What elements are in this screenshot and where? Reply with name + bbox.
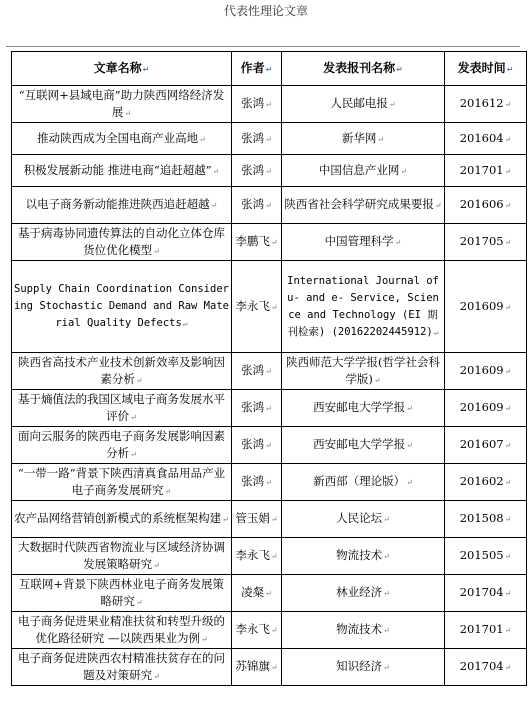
cell-date: 201602↵ <box>445 464 527 501</box>
cell-title: Supply Chain Coordination Considering Stochastic Demand and Raw Material Quality Defects↵ <box>12 261 232 353</box>
cell-title: “互联网+县域电商”助力陕西网络经济发展↵ <box>12 86 232 123</box>
cell-title: 陕西省高技术产业技术创新效率及影响因素分析↵ <box>12 353 232 390</box>
cell-date: 201604↵ <box>445 123 527 155</box>
table-row <box>12 612 527 649</box>
articles-table <box>11 51 527 686</box>
cell-journal: 陕西师范大学学报(哲学社会科学版)↵ <box>282 353 445 390</box>
cell-title: 互联网+背景下陕西林业电子商务发展策略研究↵ <box>12 575 232 612</box>
table-header-row <box>12 52 527 86</box>
cell-title: 电子商务促进陕西农村精准扶贫存在的问题及对策研究↵ <box>12 649 232 686</box>
cell-journal: 物流技术↵ <box>282 538 445 575</box>
cell-author: 李鹏飞↵ <box>232 224 282 261</box>
cell-journal: 西安邮电大学学报↵ <box>282 427 445 464</box>
table-row <box>12 464 527 501</box>
cell-date: 201704↵ <box>445 575 527 612</box>
cell-author: 李永飞↵ <box>232 538 282 575</box>
cell-date: 201704↵ <box>445 649 527 686</box>
cell-journal: 中国信息产业网↵ <box>282 155 445 187</box>
cell-author: 张鸿↵ <box>232 464 282 501</box>
cell-author: 张鸿↵ <box>232 187 282 224</box>
cell-journal: 人民邮电报↵ <box>282 86 445 123</box>
table-row <box>12 427 527 464</box>
table-row <box>12 261 527 353</box>
header-date: 发表时间↵ <box>445 52 527 86</box>
cell-author: 李永飞↵ <box>232 612 282 649</box>
cell-author: 张鸿↵ <box>232 86 282 123</box>
cell-title: 积极发展新动能 推进电商“追赶超越”↵ <box>12 155 232 187</box>
table-row <box>12 538 527 575</box>
header-title: 文章名称↵ <box>12 52 232 86</box>
cell-date: 201609↵ <box>445 353 527 390</box>
table-row <box>12 123 527 155</box>
cell-title: 农产品网络营销创新模式的系统框架构建↵ <box>12 501 232 538</box>
cell-title: 电子商务促进果业精准扶贫和转型升级的优化路径研究 —以陕西果业为例↵ <box>12 612 232 649</box>
table-row <box>12 353 527 390</box>
cell-date: 201701↵ <box>445 155 527 187</box>
cell-author: 张鸿↵ <box>232 427 282 464</box>
cell-author: 苏锦旗↵ <box>232 649 282 686</box>
cell-title: “一带一路”背景下陕西清真食品用品产业电子商务发展研究↵ <box>12 464 232 501</box>
cell-journal: 物流技术↵ <box>282 612 445 649</box>
cell-title: 基于病毒协同遗传算法的自动化立体仓库货位优化模型↵ <box>12 224 232 261</box>
cell-journal: 中国管理科学↵ <box>282 224 445 261</box>
table-row <box>12 155 527 187</box>
cell-journal: 新华网↵ <box>282 123 445 155</box>
cell-date: 201609↵ <box>445 261 527 353</box>
cell-date: 201609↵ <box>445 390 527 427</box>
cell-author: 张鸿↵ <box>232 155 282 187</box>
cell-author: 管玉娟↵ <box>232 501 282 538</box>
table-row <box>12 86 527 123</box>
cell-date: 201705↵ <box>445 224 527 261</box>
cell-date: 201701↵ <box>445 612 527 649</box>
cell-date: 201505↵ <box>445 538 527 575</box>
cell-title: 基于熵值法的我国区域电子商务发展水平评价↵ <box>12 390 232 427</box>
cell-journal: 陕西省社会科学研究成果要报↵ <box>282 187 445 224</box>
cell-journal: 林业经济↵ <box>282 575 445 612</box>
cell-author: 凌粲↵ <box>232 575 282 612</box>
table-row <box>12 501 527 538</box>
header-author: 作者↵ <box>232 52 282 86</box>
cell-title: 以电子商务新动能推进陕西追赶超越↵ <box>12 187 232 224</box>
header-journal: 发表报刊名称↵ <box>282 52 445 86</box>
cell-journal: 知识经济↵ <box>282 649 445 686</box>
cell-date: 201607↵ <box>445 427 527 464</box>
table-row <box>12 649 527 686</box>
cell-title: 推动陕西成为全国电商产业高地↵ <box>12 123 232 155</box>
cell-date: 201612↵ <box>445 86 527 123</box>
top-rule <box>6 46 520 47</box>
cell-title: 面向云服务的陕西电子商务发展影响因素分析↵ <box>12 427 232 464</box>
cell-journal: 人民论坛↵ <box>282 501 445 538</box>
cell-date: 201606↵ <box>445 187 527 224</box>
page-title: 代表性理论文章 <box>223 4 308 18</box>
cell-author: 张鸿↵ <box>232 123 282 155</box>
cell-date: 201508↵ <box>445 501 527 538</box>
cell-journal: 西安邮电大学学报↵ <box>282 390 445 427</box>
cell-author: 张鸿↵ <box>232 353 282 390</box>
table-row <box>12 390 527 427</box>
cell-journal: 新西部（理论版）↵ <box>282 464 445 501</box>
table-row <box>12 187 527 224</box>
table-row <box>12 224 527 261</box>
cell-author: 张鸿↵ <box>232 390 282 427</box>
cell-author: 李永飞↵ <box>232 261 282 353</box>
cell-title: 大数据时代陕西省物流业与区域经济协调发展策略研究↵ <box>12 538 232 575</box>
table-row <box>12 575 527 612</box>
cell-journal: International Journal of u- and e- Service, Science and Technology (EI 期刊检索) (20162202445912)↵ <box>282 261 445 353</box>
